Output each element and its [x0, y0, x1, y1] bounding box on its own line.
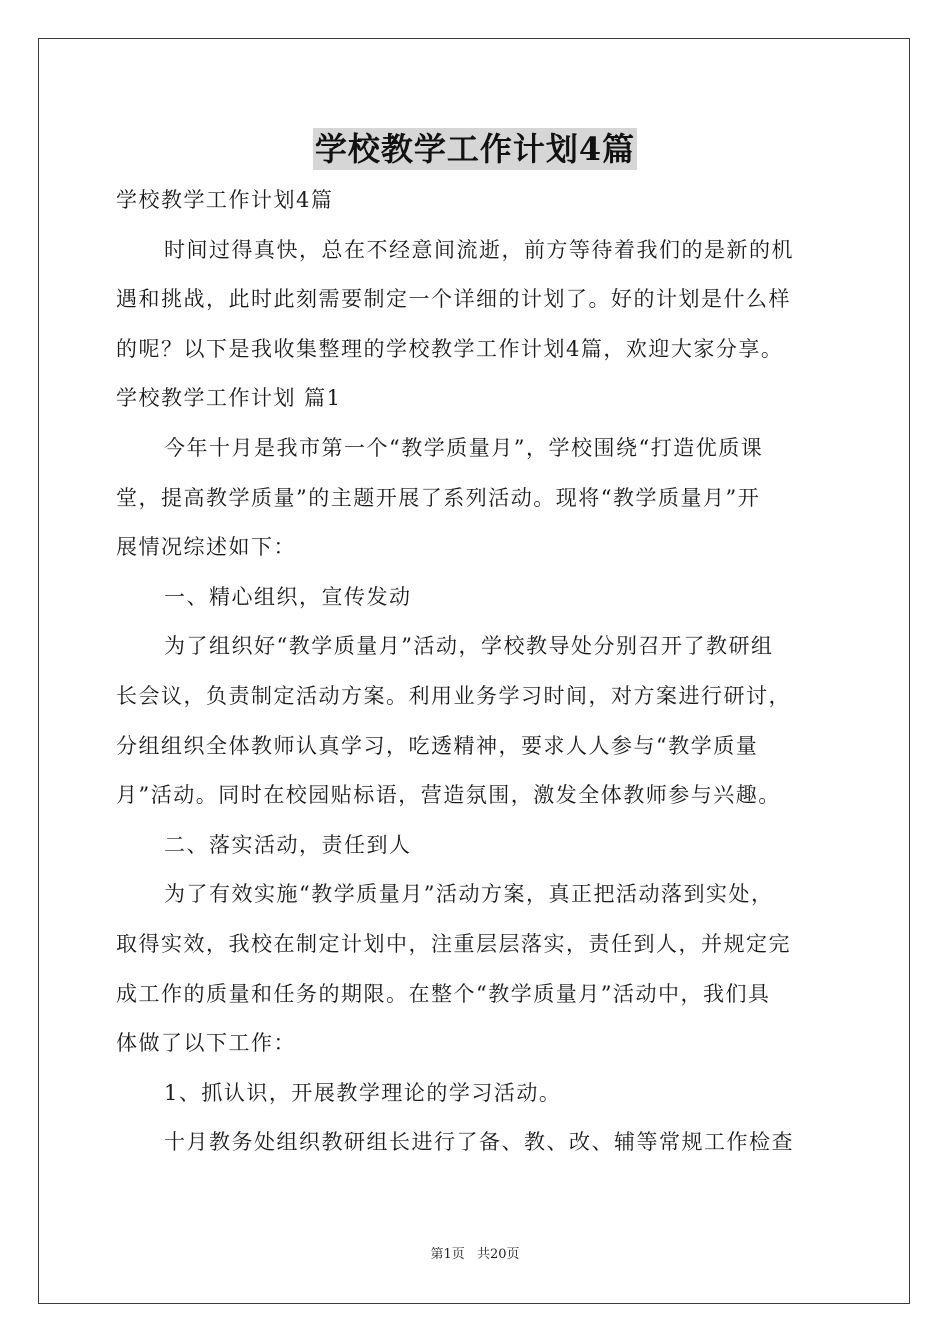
- text-line: 1、抓认识，开展教学理论的学习活动。: [164, 1080, 562, 1105]
- text-line: 成工作的质量和任务的期限。在整个“教学质量月”活动中，我们具: [116, 981, 771, 1006]
- text-line: 一、精心组织，宣传发动: [164, 584, 412, 609]
- text-line: 今年十月是我市第一个“教学质量月”，学校围绕“打造优质课: [164, 435, 764, 460]
- document-title: 学校教学工作计划4篇: [314, 130, 636, 168]
- text-line: 学校教学工作计划 篇1: [116, 386, 342, 411]
- text-line: 分组组织全体教师认真学习，吃透精神，要求人人参与“教学质量: [116, 733, 759, 758]
- text-line: 二、落实活动，责任到人: [164, 832, 412, 857]
- text-line: 体做了以下工作：: [116, 1031, 296, 1056]
- title-container: [0, 128, 950, 170]
- text-line: 堂，提高教学质量”的主题开展了系列活动。现将“教学质量月”开: [116, 485, 761, 510]
- page-total: 共20页: [476, 1247, 520, 1262]
- page-number: 第1页: [430, 1247, 465, 1262]
- text-line: 展情况综述如下：: [116, 535, 296, 560]
- text-line: 的呢？以下是我收集整理的学校教学工作计划4篇，欢迎大家分享。: [116, 336, 784, 361]
- text-line: 学校教学工作计划4篇: [116, 188, 334, 212]
- text-line: 长会议，负责制定活动方案。利用业务学习时间，对方案进行研讨，: [116, 683, 791, 708]
- text-line: 遇和挑战，此时此刻需要制定一个详细的计划了。好的计划是什么样: [116, 287, 791, 312]
- document-body: [116, 176, 836, 1168]
- text-line: 月”活动。同时在校园贴标语，营造氛围，激发全体教师参与兴趣。: [116, 783, 781, 808]
- text-line: 为了组织好“教学质量月”活动，学校教导处分别召开了教研组: [164, 634, 774, 659]
- text-line: 十月教务处组织教研组长进行了备、教、改、辅等常规工作检查: [164, 1130, 794, 1155]
- text-line: 取得实效，我校在制定计划中，注重层层落实，责任到人，并规定完: [116, 931, 791, 956]
- text-line: 为了有效实施“教学质量月”活动方案，真正把活动落到实处，: [164, 882, 774, 907]
- page-footer: [0, 1245, 950, 1265]
- text-line: 时间过得真快，总在不经意间流逝，前方等待着我们的是新的机: [164, 237, 794, 262]
